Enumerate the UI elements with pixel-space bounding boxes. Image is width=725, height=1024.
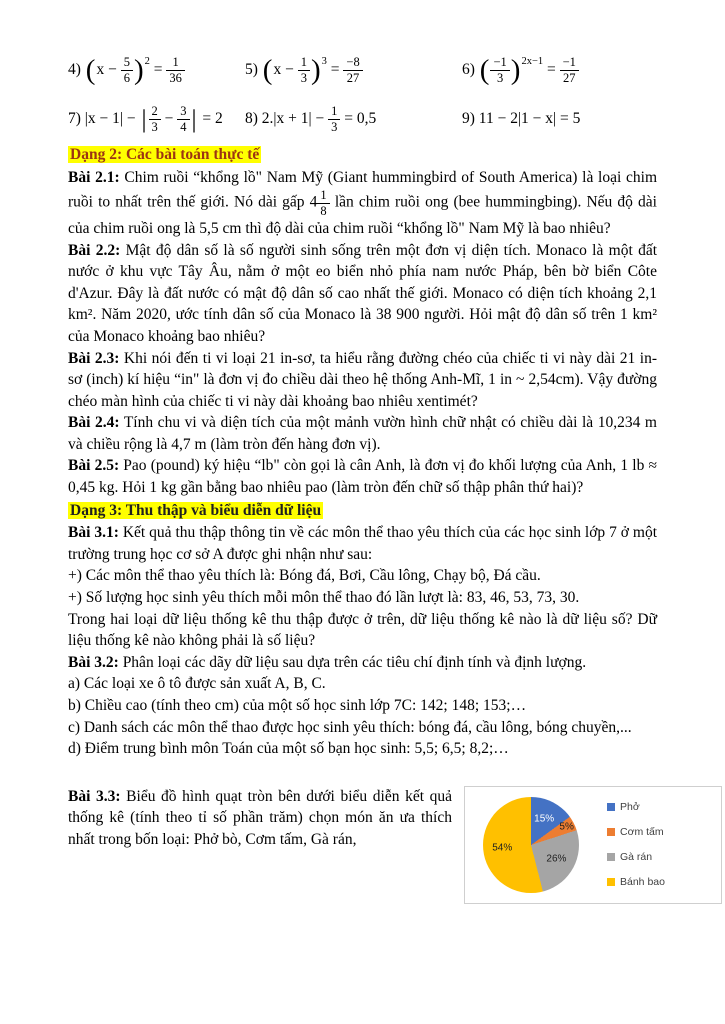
pie-slice-label: 15% bbox=[534, 813, 555, 825]
problem-3-1-line-1: +) Các môn thể thao yêu thích là: Bóng đá, Bơi, Cầu lông, Chạy bộ, Đá cầu. bbox=[68, 567, 541, 585]
problem-3-2-item-c: c) Danh sách các môn thể thao được học sinh yêu thích: bóng đá, cầu lông, bóng chuyền,... bbox=[68, 718, 632, 736]
fraction bbox=[177, 104, 189, 134]
problem-2-5-text: Pao (pound) ký hiệu “lb" còn gọi là cân Anh, là đơn vị đo khối lượng của Anh, 1 lb ≈ 0,45 kg. Hỏi 1 kg gần bằng bao nhiêu pao (làm tròn đến chữ số thập phân thứ hai)? bbox=[68, 457, 657, 497]
abs-bar-glyph: | bbox=[141, 105, 147, 133]
problem-3-1-line-2: +) Số lượng học sinh yêu thích mỗi môn thể thao đó lần lượt là: 83, 46, 53, 73, 30. bbox=[68, 589, 580, 607]
legend-swatch bbox=[607, 803, 615, 811]
fraction-numerator: −1 bbox=[560, 55, 579, 70]
problem-2-1 bbox=[68, 167, 657, 240]
equation-row-2 bbox=[68, 103, 657, 135]
fraction bbox=[298, 55, 310, 85]
fraction bbox=[166, 55, 185, 85]
pie-slice-label: 54% bbox=[492, 842, 513, 854]
equation-text: 7) |x − 1| − bbox=[68, 110, 140, 127]
paren-glyph: ( bbox=[85, 53, 96, 86]
problem-3-3-section bbox=[68, 786, 665, 889]
problem-2-3 bbox=[68, 348, 657, 413]
equation-text: x − bbox=[273, 61, 298, 78]
equation-text: = 2 bbox=[198, 110, 223, 127]
problem-3-1-intro: Kết quả thu thập thông tin về các môn thể thao yêu thích của các học sinh lớp 7 ở một trường trung học cơ sở A được ghi nhận như sau: bbox=[68, 524, 658, 563]
fraction bbox=[490, 55, 509, 85]
problem-2-5 bbox=[68, 455, 657, 498]
fraction-denominator: 3 bbox=[497, 70, 504, 85]
fraction-numerator: 5 bbox=[121, 55, 133, 70]
fraction-denominator: 4 bbox=[180, 119, 187, 134]
fraction bbox=[343, 55, 362, 85]
problem-3-2-intro: Phân loại các dãy dữ liệu sau dựa trên các tiêu chí định tính và định lượng. bbox=[122, 653, 587, 671]
equation-text: x − bbox=[96, 61, 121, 78]
legend-swatch bbox=[607, 853, 615, 861]
fraction-numerator: 1 bbox=[317, 188, 329, 203]
fraction-denominator: 3 bbox=[151, 119, 158, 134]
fraction-denominator: 6 bbox=[123, 70, 130, 85]
fraction bbox=[121, 55, 133, 85]
problem-3-2 bbox=[68, 652, 657, 674]
problem-3-2-item-b: b) Chiều cao (tính theo cm) của một số học sinh lớp 7C: 142; 148; 153;… bbox=[68, 697, 527, 714]
section-heading-dang-3 bbox=[68, 500, 657, 522]
fraction bbox=[560, 55, 579, 85]
legend-item bbox=[607, 876, 665, 888]
problem-2-2 bbox=[68, 240, 657, 348]
equation-text: = bbox=[149, 61, 167, 78]
fraction-denominator: 36 bbox=[169, 70, 182, 85]
problem-3-2-label: Bài 3.2: bbox=[68, 653, 119, 671]
section-heading-dang-2-text: Dạng 2: Các bài toán thực tế bbox=[70, 146, 260, 163]
problem-3-3-text: Biểu đồ hình quạt tròn bên dưới biểu diễn kết quả thống kê (tính theo tỉ số phần trăm) chọn món ăn ưa thích nhất trong bốn loại: Phở bò, Cơm tấm, Gà rán, bbox=[68, 787, 452, 848]
legend-label: Cơm tấm bbox=[620, 826, 664, 839]
fraction bbox=[328, 104, 340, 134]
problem-2-1-text-a: Chim ruồi “khổng lồ" Nam Mỹ (Giant hummingbird of South America) là loại chim ruồi to nhất trên thế giới. Nó dài gấp 4 bbox=[68, 168, 657, 211]
problem-2-5-label: Bài 2.5: bbox=[68, 457, 120, 475]
pie-slice-label: 26% bbox=[546, 853, 567, 865]
pie-chart bbox=[483, 797, 579, 893]
equation-row-1 bbox=[68, 50, 657, 90]
fraction-numerator: −8 bbox=[343, 55, 362, 70]
exponent: 2 bbox=[144, 56, 150, 68]
equation-text: 4) bbox=[68, 61, 85, 78]
problem-3-2-item-a: a) Các loại xe ô tô được sản xuất A, B, C. bbox=[68, 675, 326, 693]
chart-legend bbox=[607, 801, 665, 888]
legend-label: Phở bbox=[620, 801, 640, 814]
equation-5 bbox=[245, 55, 462, 85]
section-heading-dang-2 bbox=[68, 144, 657, 166]
problem-3-1 bbox=[68, 522, 657, 565]
problem-2-3-text: Khi nói đến ti vi loại 21 in-sơ, ta hiểu rằng đường chéo của chiếc ti vi này dài 21 in-sơ (inch) kí hiệu “in" là đơn vị đo chiều dài theo hệ thống Anh-Mĩ, 1 in ~ 2,54cm). Vậy đường chéo màn hình của chiếc ti vi này dài khoảng bao nhiêu xentimét? bbox=[68, 349, 658, 410]
equation-text: 9) 11 − 2|1 − x| = 5 bbox=[462, 110, 581, 127]
equation-text: 6) bbox=[462, 61, 479, 78]
legend-item bbox=[607, 826, 665, 838]
equation-text: = bbox=[326, 61, 344, 78]
fraction-numerator: 1 bbox=[328, 104, 340, 119]
fraction-numerator: 2 bbox=[149, 104, 161, 119]
legend-label: Gà rán bbox=[620, 851, 653, 864]
legend-swatch bbox=[607, 878, 615, 886]
fraction-numerator: 1 bbox=[166, 55, 185, 70]
equation-text: 8) 2.|x + 1| − bbox=[245, 110, 329, 127]
fraction-numerator: 1 bbox=[298, 55, 310, 70]
fraction-denominator: 3 bbox=[331, 119, 338, 134]
legend-item bbox=[607, 851, 665, 863]
equation-7 bbox=[68, 104, 245, 134]
fraction-denominator: 27 bbox=[563, 70, 576, 85]
problem-2-1-text-b: lần chim ruồi ong (bee hummingbing). Nếu độ dài của chim ruồi ong là 5,5 cm thì độ dài của chim ruồi “khổng lồ" Nam Mỹ là bao nhiêu? bbox=[68, 193, 657, 237]
equation-text: 5) bbox=[245, 61, 262, 78]
problem-2-4-text: Tính chu vi và diện tích của một mảnh vườn hình chữ nhật có chiều dài là 10,234 m và chiều rộng là 4,7 m (làm tròn đến hàng đơn vị). bbox=[68, 414, 657, 453]
paren-glyph: ( bbox=[262, 53, 273, 86]
problem-3-1-outro: Trong hai loại dữ liệu thống kê thu thập được ở trên, dữ liệu thống kê nào là dữ liệu số? Dữ liệu thống kê nào không phải là số liệu? bbox=[68, 610, 657, 650]
pie-slice-label: 5% bbox=[559, 821, 574, 833]
pie-chart-panel bbox=[464, 786, 722, 904]
paren-glyph: ) bbox=[133, 53, 144, 86]
paren-glyph: ( bbox=[479, 53, 490, 86]
exponent: 3 bbox=[321, 56, 327, 68]
fraction-numerator: −1 bbox=[490, 55, 509, 70]
section-heading-dang-3-text: Dạng 3: Thu thập và biểu diễn dữ liệu bbox=[70, 501, 322, 519]
legend-label: Bánh bao bbox=[620, 876, 665, 889]
problem-2-4-label: Bài 2.4: bbox=[68, 414, 120, 432]
legend-swatch bbox=[607, 828, 615, 836]
problem-2-2-label: Bài 2.2: bbox=[68, 241, 121, 259]
fraction-denominator: 27 bbox=[346, 70, 360, 85]
paren-glyph: ) bbox=[310, 53, 321, 86]
problem-2-2-text: Mật độ dân số là số người sinh sống trên một đơn vị diện tích. Monaco là một đất nước ở khu vực Tây Âu, nằm ở một eo biển nhỏ phía nam nước Pháp, bên bờ biển Côte d'Azur. Đây là đất nước có mật độ dân số cao nhất thế giới. Monaco có diện tích khoảng 2,1 km². Năm 2020, ước tính dân số của Monaco là 38 900 người. Hỏi mật độ dân số trên 1 km² của Monaco khoảng bao nhiêu? bbox=[68, 241, 658, 345]
problem-3-2-item-d: d) Điểm trung bình môn Toán của một số bạn học sinh: 5,5; 6,5; 8,2;… bbox=[68, 740, 509, 758]
equation-9 bbox=[462, 110, 657, 128]
equation-text: = bbox=[543, 61, 560, 78]
legend-item bbox=[607, 801, 665, 813]
abs-bar-glyph: | bbox=[191, 105, 197, 133]
exponent: 2x−1 bbox=[521, 56, 544, 68]
problem-3-3-label: Bài 3.3: bbox=[68, 787, 121, 805]
equation-text: − bbox=[160, 110, 178, 127]
problem-3-1-label: Bài 3.1: bbox=[68, 524, 119, 542]
fraction-denominator: 3 bbox=[300, 70, 307, 85]
problem-2-3-label: Bài 2.3: bbox=[68, 349, 120, 367]
fraction bbox=[149, 104, 161, 134]
fraction-denominator: 8 bbox=[320, 203, 327, 218]
equation-8 bbox=[245, 104, 462, 134]
paren-glyph: ) bbox=[510, 53, 521, 86]
fraction-1-8 bbox=[317, 188, 329, 218]
equation-4 bbox=[68, 55, 245, 85]
problem-2-1-label: Bài 2.1: bbox=[68, 168, 120, 186]
equation-6 bbox=[462, 55, 657, 85]
fraction-numerator: 3 bbox=[177, 104, 189, 119]
equation-text: = 0,5 bbox=[340, 110, 377, 127]
problem-2-4 bbox=[68, 412, 657, 455]
